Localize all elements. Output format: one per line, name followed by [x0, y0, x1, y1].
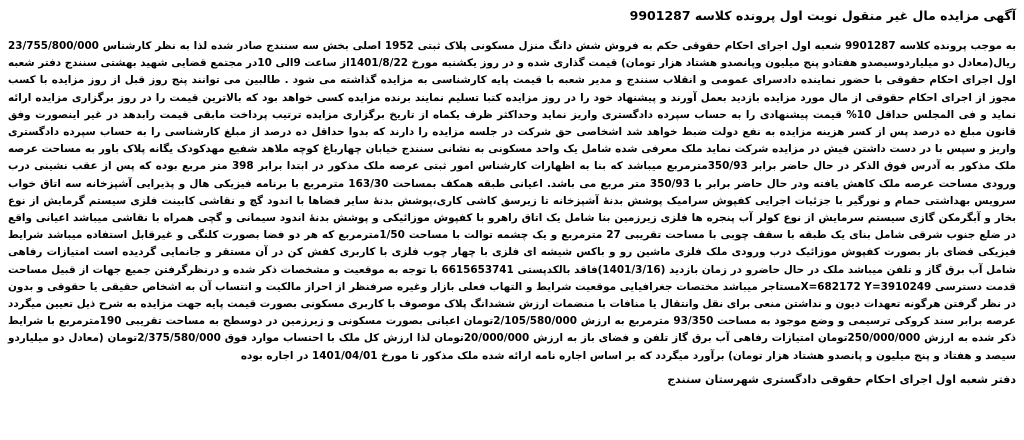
notice-title: آگهی مزایده مال غیر منقول نوبت اول پرونده کلاسه 9901287 — [629, 8, 1016, 23]
notice-body: به موجب پرونده کلاسه 9901287 شعبه اول اجرای احکام حقوقی حکم به فروش شش دانگ منزل مسکونی پلاک ثبتی 1952 اصلی بخش سه سنندج صادر شده لذا به نظر کارشناس 23/755/800/000 ریال(معادل دو میلیاردوسیصدو هفتادو پنج میلیون وپانصدو هشتاد هزار تومان) قیمت گذاری شده و در روز یکشنبه مورخ 1401/8/22از ساعت 9الی 10در مجتمع قضایی شهید بهشتی سنندج دفتر شعبه اول اجرای احکام حقوقی با حضور نماینده دادسرای عمومی و انقلاب سنندج و مدیر شعبه با قیمت پایه کارشناسی به مزایده گذاشته می شود . طالبین می توانند پنج روز قبل از روز مزایده با کسب مجوز از اجرای احکام حقوقی از مال مورد مزایده بازدید بعمل آورند و پیشنهاد خود را در روز مزایده کتبا تسلیم نمایند برنده مزایده کسی خواهد بود که بالاترین قیمت را در روز برگزاری مزایده ارائه نماید و فی المجلس حداقل 10% قیمت پیشنهادی را به حساب سپرده دادگستری واریز نماید وحداکثر ظرف یکماه از تاریخ برگزاری مزایده ترتیب پرداخت مابقی قیمت رابدهد در غیر اینصورت وفق قانون مبلغ ده درصد پس از کسر هزینه مزایده به نفع دولت ضبط خواهد شد اشخاصی حق شرکت در جلسه مزایده را دارند که بدوا حداقل ده درصد از مبلغ کارشناسی را به حساب سپرده دادگستری واریز و سپس با در دست داشتن فیش در مزایده شرکت نماید ملک معرفی شده شامل یک واحد مسکونی به نشانی سنندج خیابان چهارباغ کوچه ملاهد شفیع مهدکودک یگانه پلاک باور به مساحت عرصه ملک مذکور به آدرس فوق الذکر در حال حاضر برابر 350/93مترمربع میباشد که بنا به اظهارات کارشناس امور ثبتی عرصه ملک مذکور در ابتدا برابر 398 متر مربع بوده که پس از عقب نشینی درب ورودی مساحت عرصه ملک کاهش یافته ودر حال حاضر برابر با 350/93 متر مربع می باشد. اعیانی طبقه همکف بمساحت 163/30 مترمربع با برنامه فیزیکی هال و پذیرایی آشپزخانه سه اتاق خواب سرویس بهداشتی حمام و نورگیر با جزئیات اجرایی کفپوش سرامیک پوشش بدنهٔ آشپزخانه تا زیرسق کاشی کاری،پوشش بدنهٔ سایر فضاها با اندود گچ و نقاشی کابینت فلزی سیستم گرمایش از نوع بخار و آبگرمکن گازی سیستم سرمایش از نوع کولر آب پنجره ها فلزی زیرزمین بنا شامل یک اتاق راهرو با کفپوش موزائیکی و پوشش بدنهٔ اندود سیمانی و گچی همراه با نقاشی میباشد اعیانی واقع در ضلع جنوب شرقی شامل بنای یک طبقه با سقف چوبی با مساحت تقریبی 27 مترمربع و یک چشمه توالت با مساحت 1/50مترمربع که هر دو فضا بصورت کلنگی و غیرقابل استفاده میباشد شرایط فیزیکی فضای باز بصورت کفپوش موزائیک درب ورودی ملک فلزی ماشین رو و باکس شیشه ای فلزی با چهار چوب فلزی با کاربری کفش کن در آن مستقر و جانمایی گردیده است امتیازات رفاهی شامل آب برق گاز و تلفن میباشد ملک در حال حاضرو در زمان بازدید (1401/3/16)فاقد بالکدپستی 6615653741 با توجه به موقعیت و مشخصات ذکر شده و درنظرگرفتن جمیع جهات از قبیل مساحت قدمت دسترسی X=682172 Y=3910249مستاجر میباشد مختصات جغرافیایی موقعیت شرایط و التهاب فعلی بازار وغیره صرفنظر از احراز مالکیت و انتساب آن به اشخاص حقیقی یا حقوقی و بدون در نظر گرفتن هرگونه تعهدات دیون و نداشتن منعی برای نقل وانتقال یا منافات با منضمات ارزش ششدانگ پلاک موصوف با کاربری مسکونی بصورت قیمت پایه جهت مزایده به شرح ذیل تعیین میگردد عرصه برابر سند کروکی ترسیمی و وضع موجود به مساحت 93/350 مترمربع به ارزش 2/105/580/000تومان اعیانی بصورت مسکونی و زیرزمین در دوسطح به مساحت تقریبی 190مترمربع با شرایط ذکر شده به ارزش 250/000/000تومان امتیازات رفاهی آب برق گاز تلفن و فضای باز به ارزش 20/000/000تومان لذا ارزش کل ملک با احتساب موارد فوق 2/375/580/000تومان (معادل دو میلیاردو سیصد و هفتاد و پنج میلیون و پانصدو هشتاد هزار تومان) برآورد میگردد که بر اساس اجاره نامه ارائه شده ملک مذکور تا مورخ 1401/04/01 در اجاره بوده — [8, 40, 1017, 362]
notice-signature: دفتر شعبه اول اجرای احکام حقوقی دادگستری شهرستان سنندج — [667, 372, 1016, 386]
